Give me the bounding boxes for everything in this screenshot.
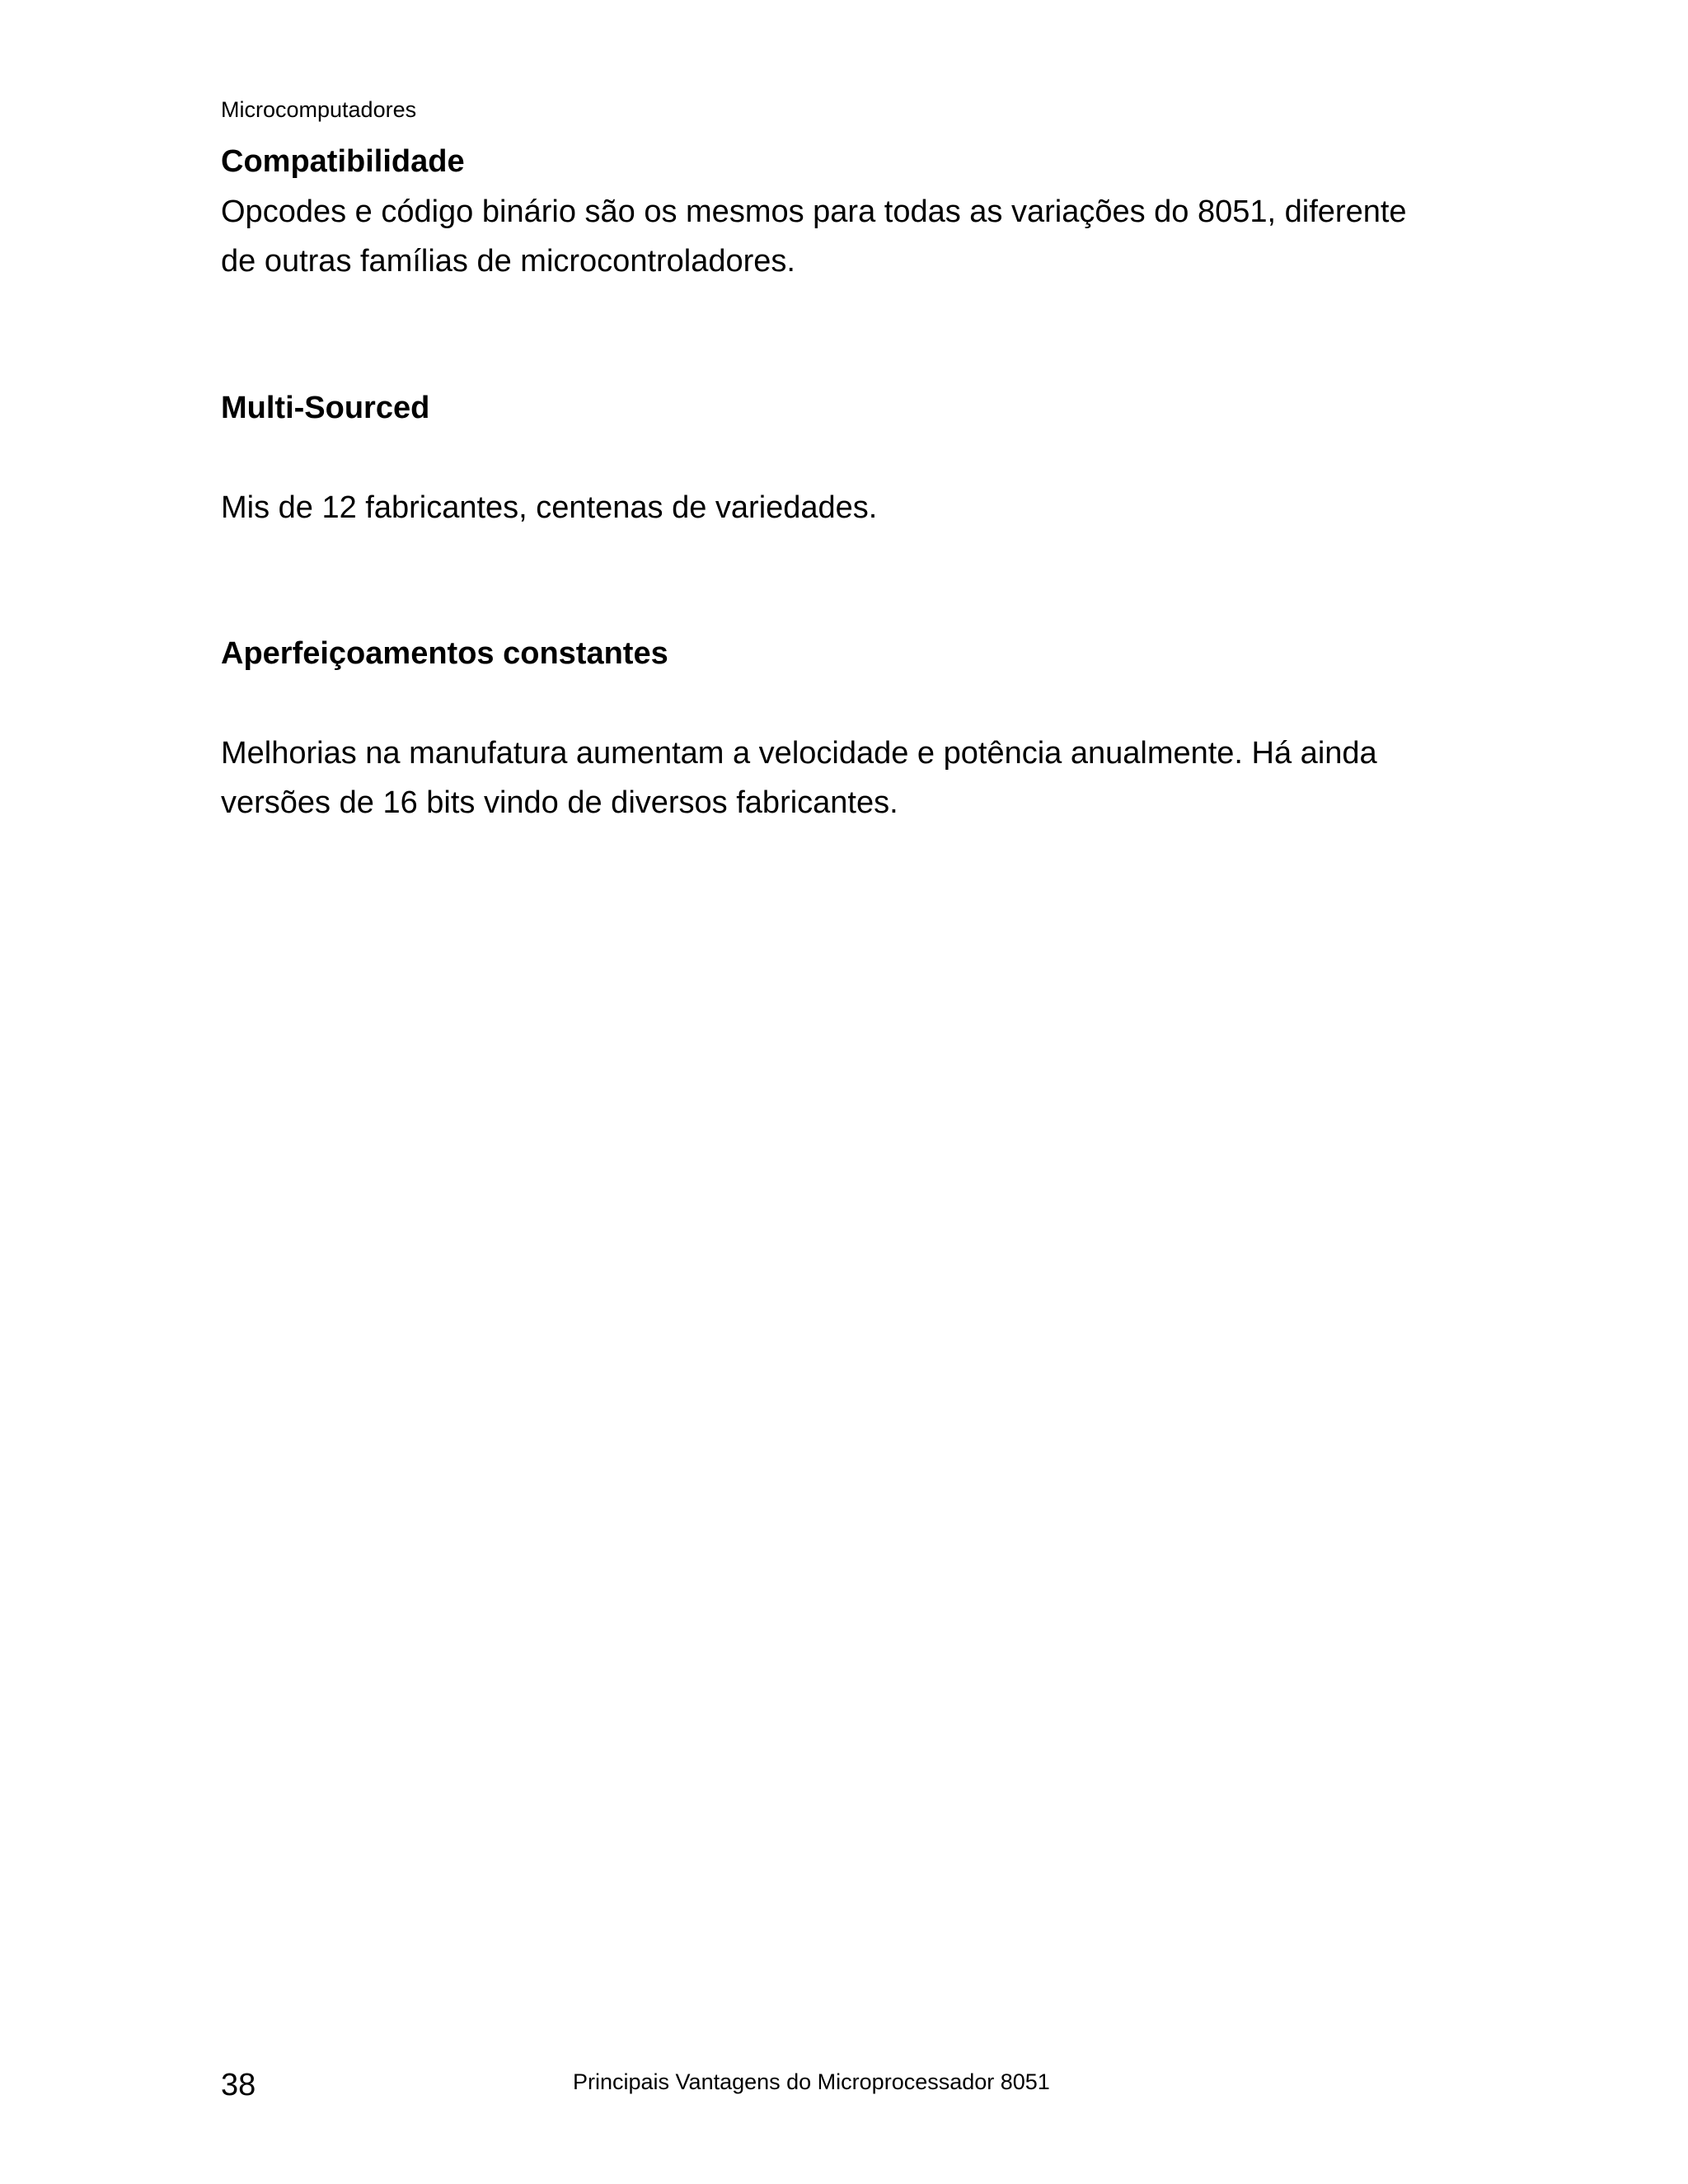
body-line: Melhorias na manufatura aumentam a velocidade e potência anualmente. Há ainda [221,736,1377,771]
section-body-aperfeicoamentos [221,729,1400,827]
section-heading-multi-sourced: Multi-Sourced [221,391,430,425]
body-line: de outras famílias de microcontroladores. [221,244,795,279]
section-heading-compatibilidade: Compatibilidade [221,144,465,179]
running-footer: Principais Vantagens do Microprocessador 8051 [573,2069,1050,2094]
body-line: Opcodes e código binário são os mesmos para todas as variações do 8051, diferente [221,194,1407,229]
section-body-compatibilidade [221,187,1407,286]
body-line: Mis de 12 fabricantes, centenas de variedades. [221,490,878,525]
body-line: versões de 16 bits vindo de diversos fabricantes. [221,785,898,820]
section-heading-aperfeicoamentos: Aperfeiçoamentos constantes [221,636,668,671]
page-number: 38 [221,2068,256,2102]
running-header: Microcomputadores [221,97,417,122]
section-body-multi-sourced [221,483,1400,532]
